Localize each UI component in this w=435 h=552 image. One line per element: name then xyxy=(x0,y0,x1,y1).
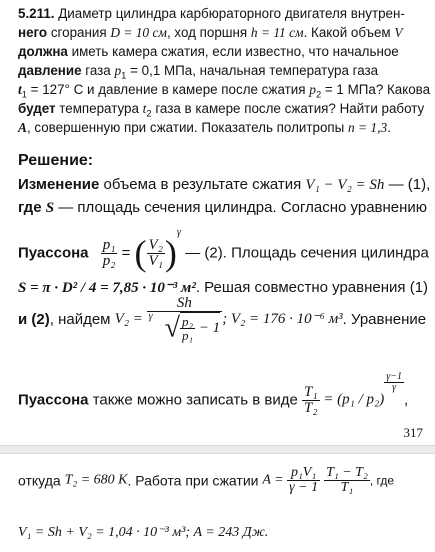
problem-line-2: него сгорания D = 10 см, ход поршня h = 11 см. Какой объем V xyxy=(18,25,403,40)
problem-number: 5.211. xyxy=(18,6,55,21)
page-separator xyxy=(0,445,435,454)
solution-line-2: где S — площадь сечения цилиндра. Согласно уравнению xyxy=(18,199,428,216)
page-number: 317 xyxy=(403,425,423,440)
solution-line-4: S = π · D² / 4 = 7,85 · 10⁻³ м². Решая совместно уравнения (1) xyxy=(18,279,429,296)
poisson-pressure-fraction: $\frac{\text{p₁}}{\text{p₂}}$ xyxy=(102,236,116,269)
solution-line-3: Пуассона $\frac{\text{p₁}}{\text{p₂}}$ = ( $\frac{\text{V₂}}{\text{V₁}}$ )$^\gamma$ — (2). Площадь сечения цилиндра xyxy=(18,227,429,274)
solution-line-1: Изменение объема в результате сжатия V₁ − V₂ = Sh — (1), xyxy=(18,176,431,193)
problem-line-4: давление газа $p_1 = 0,1$ МПа, начальная температура газа xyxy=(18,63,379,81)
work-fraction-1: $\frac{\text{p₁V₁}}{\gamma - 1}$ xyxy=(289,465,319,495)
exponent-fraction: γ−1 γ xyxy=(386,371,402,393)
problem-line-5: $t_1 = 127^\circ$ C и давление в камере после сжатия $p_2 = 1$ МПа? Какова xyxy=(18,82,431,100)
problem-line-1: 5.211. Диаметр цилиндра карбюраторного двигателя внутрен- xyxy=(18,6,405,21)
temperature-fraction: $\frac{\text{T₁}}{\text{T₂}}$ xyxy=(304,383,318,416)
root-expression: γ √ $\frac{\text{p₂}}{\text{p₁}}$ − 1 xyxy=(148,311,221,344)
problem-line-7: A, совершенную при сжатии. Показатель политропы n = 1,3. xyxy=(18,120,391,135)
solution-line-6: Пуассона также можно записать в виде $\frac{\text{T₁}}{\text{T₂}}$ = (p₁ / p₂) $^{\frac{\gamma-1}{\gamma}}$ , xyxy=(18,371,409,416)
problem-line-3: должна иметь камера сжатия, если известно, что начальное xyxy=(18,44,399,59)
continuation-line-1: откуда T₂ = 680 К. Работа при сжатии A = $\frac{\text{p₁V₁}}{\gamma - 1}$ $\frac{\text{T₁ − T₂}}{\text{T₁}}$ , где xyxy=(18,465,395,495)
solution-line-5: и (2), найдем V₂ = Sh γ √ $\frac{\text{p₂}}{\text{p₁}}$ − 1 ; V₂ = 176 · 10⁻⁶ м³. Уравнение xyxy=(18,295,427,344)
continuation-line-2: V₁ = Sh + V₂ = 1,04 · 10⁻³ м³; A = 243 Дж. xyxy=(18,525,269,540)
poisson-volume-fraction: $\frac{\text{V₂}}{\text{V₁}}$ xyxy=(148,236,163,269)
volume-v2-fraction: Sh γ √ $\frac{\text{p₂}}{\text{p₁}}$ − 1 xyxy=(148,295,221,344)
solution-heading: Решение: xyxy=(18,152,94,169)
problem-line-6: будет температура $t_2$ газа в камере после сжатия? Найти работу xyxy=(18,101,425,119)
work-fraction-2: $\frac{\text{T₁ − T₂}}{\text{T₁}}$ xyxy=(326,465,368,495)
